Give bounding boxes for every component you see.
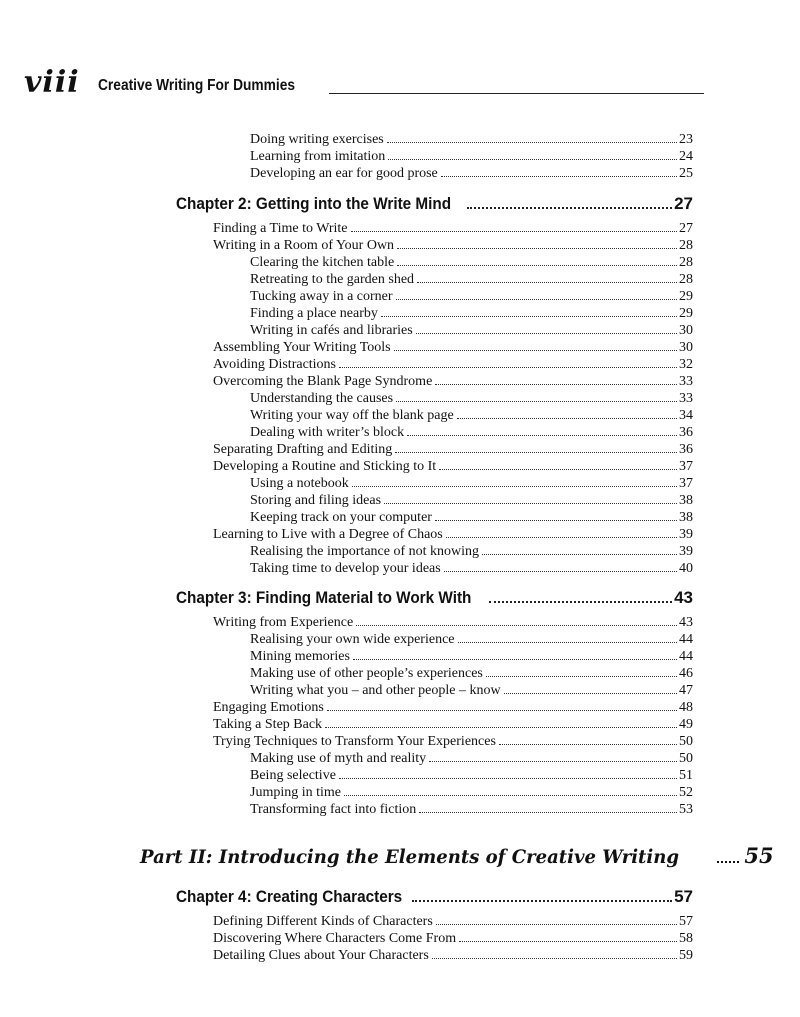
- dot-leader: [351, 220, 677, 232]
- entry-page: 57: [679, 914, 693, 929]
- toc-entry[interactable]: [213, 947, 693, 964]
- toc-entry[interactable]: [213, 930, 693, 947]
- dot-leader: [444, 560, 677, 572]
- dot-leader: [446, 526, 677, 538]
- entry-page: 53: [679, 802, 693, 817]
- chapter-line[interactable]: [176, 885, 693, 909]
- chapter-page: 43: [674, 588, 693, 607]
- dot-leader: [344, 784, 677, 796]
- entry-title: Finding a place nearby: [250, 306, 378, 321]
- chapter-2-entries: [0, 220, 800, 577]
- entry-title: Overcoming the Blank Page Syndrome: [213, 374, 433, 389]
- toc-entry[interactable]: [213, 339, 693, 356]
- dot-leader: [394, 339, 677, 351]
- entry-page: 38: [679, 510, 693, 525]
- chapter-title: Chapter 3: Finding Material to Work With: [176, 588, 472, 607]
- entry-title: Making use of myth and reality: [250, 751, 427, 766]
- dot-leader: [356, 614, 677, 626]
- entry-title: Avoiding Distractions: [213, 357, 337, 372]
- entry-page: 44: [679, 649, 693, 664]
- dot-leader: [429, 750, 677, 762]
- toc-entry[interactable]: [213, 237, 693, 254]
- entry-title: Understanding the causes: [250, 391, 394, 406]
- toc-subentry[interactable]: [250, 131, 693, 148]
- dot-leader: [717, 846, 739, 863]
- dot-leader: [325, 716, 677, 728]
- dot-leader: [432, 947, 677, 959]
- entry-title: Realising the importance of not knowing: [250, 544, 480, 559]
- dot-leader: [439, 458, 677, 470]
- entry-page: 49: [679, 717, 693, 732]
- part-line[interactable]: [140, 841, 774, 871]
- entry-page: 27: [679, 221, 693, 236]
- entry-page: 33: [679, 374, 693, 389]
- book-title: Creative Writing For Dummies: [98, 77, 296, 94]
- toc-subentry[interactable]: [250, 165, 693, 182]
- entry-page: 58: [679, 931, 693, 946]
- toc-subentry[interactable]: [250, 254, 693, 271]
- entry-title: Writing in a Room of Your Own: [213, 238, 395, 253]
- entry-title: Taking time to develop your ideas: [250, 561, 441, 576]
- part-2-heading: [0, 841, 800, 871]
- entry-title: Taking a Step Back: [213, 717, 323, 732]
- entry-page: 39: [679, 527, 693, 542]
- entry-page: 46: [679, 666, 693, 681]
- entry-page: 40: [679, 561, 693, 576]
- entry-title: Retreating to the garden shed: [250, 272, 415, 287]
- toc-subentry[interactable]: [250, 682, 693, 699]
- entry-page: 28: [679, 238, 693, 253]
- chapter-line[interactable]: [176, 192, 693, 216]
- toc-entry[interactable]: [213, 373, 693, 390]
- entry-title: Tucking away in a corner: [250, 289, 393, 304]
- chapter-line[interactable]: [176, 586, 693, 610]
- entry-page: 28: [679, 255, 693, 270]
- chapter-title: Chapter 2: Getting into the Write Mind: [176, 194, 452, 213]
- toc-subentry[interactable]: [250, 784, 693, 801]
- entry-page: 36: [679, 442, 693, 457]
- toc-top-entries: [0, 131, 800, 182]
- entry-page: 43: [679, 615, 693, 630]
- dot-leader: [441, 165, 677, 177]
- running-header: [24, 66, 704, 100]
- entry-title: Learning from imitation: [250, 149, 386, 164]
- entry-title: Writing in cafés and libraries: [250, 323, 413, 338]
- dot-leader: [435, 373, 677, 385]
- chapter-4-heading: [0, 885, 800, 909]
- entry-page: 30: [679, 340, 693, 355]
- dot-leader: [417, 271, 677, 283]
- part-title: Part II: Introducing the Elements of Creative Writing: [140, 846, 680, 868]
- dot-leader: [504, 682, 677, 694]
- dot-leader: [459, 930, 677, 942]
- toc-subentry[interactable]: [250, 322, 693, 339]
- entry-page: 47: [679, 683, 693, 698]
- entry-page: 33: [679, 391, 693, 406]
- entry-page: 51: [679, 768, 693, 783]
- entry-page: 24: [679, 149, 693, 164]
- entry-page: 23: [679, 132, 693, 147]
- dot-leader: [339, 356, 677, 368]
- dot-leader: [396, 288, 677, 300]
- dot-leader: [436, 913, 677, 925]
- toc-subentry[interactable]: [250, 407, 693, 424]
- entry-page: 29: [679, 289, 693, 304]
- toc-subentry[interactable]: [250, 475, 693, 492]
- toc-subentry[interactable]: [250, 509, 693, 526]
- dot-leader: [381, 305, 677, 317]
- entry-title: Jumping in time: [250, 785, 341, 800]
- entry-page: 30: [679, 323, 693, 338]
- toc-subentry[interactable]: [250, 631, 693, 648]
- entry-page: 38: [679, 493, 693, 508]
- dot-leader: [397, 237, 677, 249]
- entry-page: 28: [679, 272, 693, 287]
- entry-page: 37: [679, 459, 693, 474]
- entry-page: 34: [679, 408, 693, 423]
- entry-title: Discovering Where Characters Come From: [213, 931, 457, 946]
- dot-leader: [482, 543, 677, 555]
- entry-title: Writing what you – and other people – know: [250, 683, 501, 698]
- toc-subentry[interactable]: [250, 801, 693, 818]
- entry-page: 32: [679, 357, 693, 372]
- entry-title: Dealing with writer’s block: [250, 425, 405, 440]
- toc-entry[interactable]: [213, 913, 693, 930]
- dot-leader: [353, 648, 677, 660]
- toc-entry[interactable]: [213, 716, 693, 733]
- toc-subentry[interactable]: [250, 390, 693, 407]
- entry-page: 36: [679, 425, 693, 440]
- dot-leader: [499, 733, 677, 745]
- toc-entry[interactable]: [213, 614, 693, 631]
- entry-title: Developing a Routine and Sticking to It: [213, 459, 437, 474]
- toc-subentry[interactable]: [250, 271, 693, 288]
- entry-page: 59: [679, 948, 693, 963]
- page-number: viii: [24, 65, 80, 100]
- dot-leader: [419, 801, 677, 813]
- chapter-3-entries: [0, 614, 800, 818]
- entry-title: Writing your way off the blank page: [250, 408, 454, 423]
- chapter-4-entries: [0, 913, 800, 964]
- dot-leader: [352, 475, 677, 487]
- toc-subentry[interactable]: [250, 560, 693, 577]
- dot-leader: [384, 492, 677, 504]
- entry-page: 48: [679, 700, 693, 715]
- entry-page: 52: [679, 785, 693, 800]
- entry-title: Storing and filing ideas: [250, 493, 382, 508]
- toc-subentry[interactable]: [250, 750, 693, 767]
- entry-title: Separating Drafting and Editing: [213, 442, 393, 457]
- toc-entry[interactable]: [213, 458, 693, 475]
- entry-title: Engaging Emotions: [213, 700, 324, 715]
- entry-title: Learning to Live with a Degree of Chaos: [213, 527, 443, 542]
- entry-title: Defining Different Kinds of Characters: [213, 914, 433, 929]
- entry-title: Keeping track on your computer: [250, 510, 432, 525]
- dot-leader: [396, 390, 677, 402]
- toc-entry[interactable]: [213, 220, 693, 237]
- dot-leader: [457, 407, 677, 419]
- toc-entry[interactable]: [213, 733, 693, 750]
- header-rule: [329, 93, 704, 94]
- dot-leader: [339, 767, 677, 779]
- dot-leader: [407, 424, 677, 436]
- toc-entry[interactable]: [213, 441, 693, 458]
- dot-leader: [435, 509, 677, 521]
- toc-subentry[interactable]: [250, 665, 693, 682]
- entry-page: 44: [679, 632, 693, 647]
- entry-page: 37: [679, 476, 693, 491]
- entry-page: 50: [679, 734, 693, 749]
- toc-subentry[interactable]: [250, 543, 693, 560]
- entry-title: Developing an ear for good prose: [250, 166, 438, 181]
- entry-title: Assembling Your Writing Tools: [213, 340, 391, 355]
- entry-title: Clearing the kitchen table: [250, 255, 395, 270]
- dot-leader: [395, 441, 677, 453]
- toc-subentry[interactable]: [250, 767, 693, 784]
- entry-title: Mining memories: [250, 649, 350, 664]
- entry-title: Finding a Time to Write: [213, 221, 348, 236]
- chapter-3-heading: [0, 586, 800, 610]
- dot-leader: [387, 131, 677, 143]
- chapter-2-heading: [0, 192, 800, 216]
- dot-leader: [489, 587, 672, 603]
- toc-subentry[interactable]: [250, 648, 693, 665]
- dot-leader: [486, 665, 677, 677]
- toc-subentry[interactable]: [250, 288, 693, 305]
- dot-leader: [458, 631, 678, 643]
- entry-title: Using a notebook: [250, 476, 349, 491]
- entry-page: 29: [679, 306, 693, 321]
- entry-title: Writing from Experience: [213, 615, 354, 630]
- toc-subentry[interactable]: [250, 492, 693, 509]
- dot-leader: [388, 148, 677, 160]
- dot-leader: [416, 322, 677, 334]
- entry-title: Making use of other people’s experiences: [250, 666, 483, 681]
- chapter-title: Chapter 4: Creating Characters: [176, 887, 403, 906]
- entry-page: 39: [679, 544, 693, 559]
- toc-subentry[interactable]: [250, 148, 693, 165]
- entry-title: Transforming fact into fiction: [250, 802, 417, 817]
- entry-title: Realising your own wide experience: [250, 632, 455, 647]
- chapter-page: 57: [674, 887, 693, 906]
- toc-subentry[interactable]: [250, 305, 693, 322]
- toc-entry[interactable]: [213, 356, 693, 373]
- entry-page: 25: [679, 166, 693, 181]
- entry-page: 50: [679, 751, 693, 766]
- part-page: 55: [744, 843, 774, 868]
- dot-leader: [467, 193, 672, 209]
- chapter-page: 27: [674, 194, 693, 213]
- dot-leader: [412, 886, 672, 902]
- entry-title: Trying Techniques to Transform Your Experiences: [213, 734, 496, 749]
- entry-title: Detailing Clues about Your Characters: [213, 948, 429, 963]
- toc-entry[interactable]: [213, 526, 693, 543]
- dot-leader: [327, 699, 677, 711]
- toc-subentry[interactable]: [250, 424, 693, 441]
- toc-entry[interactable]: [213, 699, 693, 716]
- entry-title: Being selective: [250, 768, 336, 783]
- entry-title: Doing writing exercises: [250, 132, 384, 147]
- dot-leader: [397, 254, 677, 266]
